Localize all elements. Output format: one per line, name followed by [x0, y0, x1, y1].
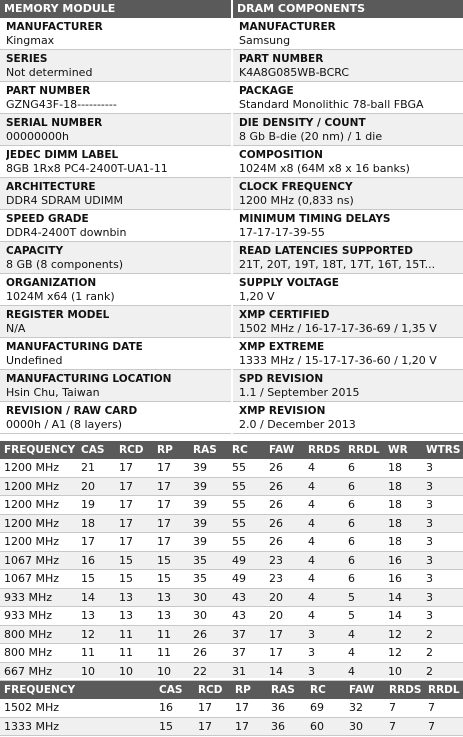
spec-field-label: PART NUMBER — [239, 53, 324, 65]
table-cell: 5 — [344, 588, 384, 607]
column-header: FAW — [345, 681, 385, 699]
table-cell: 3 — [304, 625, 344, 644]
table-cell: 21 — [77, 459, 115, 477]
table-row — [0, 699, 463, 717]
spec-field-label: ORGANIZATION — [6, 277, 97, 289]
memory-module-header: MEMORY MODULE — [0, 0, 231, 18]
table-cell: 7 — [385, 717, 424, 736]
table-row — [0, 588, 463, 607]
spec-field-label: CLOCK FREQUENCY — [239, 181, 353, 193]
memory-module-fields — [0, 18, 231, 434]
table-cell: 13 — [153, 607, 189, 626]
spec-field-label: MANUFACTURER — [6, 21, 103, 33]
table-cell: 10 — [153, 662, 189, 681]
spec-field-value: GZNG43F-18---------- — [6, 98, 117, 111]
table-cell: 800 MHz — [0, 625, 77, 644]
column-header: CAS — [155, 681, 194, 699]
table-cell: 69 — [306, 699, 345, 717]
table-cell: 3 — [422, 514, 463, 533]
spec-field-label: MANUFACTURING DATE — [6, 341, 143, 353]
table-cell: 3 — [422, 588, 463, 607]
spec-field-label: SUPPLY VOLTAGE — [239, 277, 339, 289]
spec-field-value: 1,20 V — [239, 290, 275, 303]
table-cell: 6 — [344, 551, 384, 570]
table-cell: 17 — [265, 625, 304, 644]
spec-field — [233, 210, 463, 242]
table-cell: 6 — [344, 570, 384, 589]
table-cell: 2 — [422, 662, 463, 681]
table-cell: 14 — [77, 588, 115, 607]
spec-field — [233, 18, 463, 50]
column-header: RP — [153, 441, 189, 459]
spec-field-value: 8 GB (8 components) — [6, 258, 124, 271]
table-cell: 15 — [155, 717, 194, 736]
dram-components-fields — [233, 18, 463, 434]
table-cell: 17 — [153, 459, 189, 477]
table-cell: 16 — [384, 570, 422, 589]
section-separator — [0, 678, 463, 680]
table-cell: 3 — [304, 662, 344, 681]
table-cell: 7 — [424, 717, 463, 736]
table-cell: 3 — [422, 551, 463, 570]
column-header: WR — [384, 441, 422, 459]
table-cell: 17 — [77, 533, 115, 552]
table-cell: 6 — [344, 514, 384, 533]
table-cell: 6 — [344, 496, 384, 515]
table-cell: 39 — [189, 459, 228, 477]
table-cell: 17 — [194, 717, 231, 736]
table-cell: 37 — [228, 625, 265, 644]
spec-field-value: 1502 MHz / 16-17-17-36-69 / 1,35 V — [239, 322, 437, 335]
spec-field-value: 2.0 / December 2013 — [239, 418, 356, 431]
table-cell: 31 — [228, 662, 265, 681]
table-row — [0, 570, 463, 589]
table-cell: 43 — [228, 588, 265, 607]
table-row — [0, 551, 463, 570]
spec-field-label: MANUFACTURER — [239, 21, 336, 33]
table-row — [0, 717, 463, 736]
spec-field-value: DDR4 SDRAM UDIMM — [6, 194, 123, 207]
table-cell: 4 — [344, 625, 384, 644]
table-cell: 17 — [194, 699, 231, 717]
table-cell: 4 — [304, 570, 344, 589]
table-cell: 3 — [422, 496, 463, 515]
table-cell: 2 — [422, 625, 463, 644]
table-cell: 26 — [265, 496, 304, 515]
table-cell: 12 — [384, 644, 422, 663]
spec-field-label: JEDEC DIMM LABEL — [6, 149, 119, 161]
table-cell: 26 — [265, 459, 304, 477]
table-cell: 17 — [115, 459, 153, 477]
table-cell: 4 — [304, 607, 344, 626]
spec-field-value: 17-17-17-39-55 — [239, 226, 325, 239]
table-cell: 15 — [153, 551, 189, 570]
timing-table-body — [0, 459, 463, 681]
table-cell: 17 — [115, 496, 153, 515]
spec-field-value: 1024M x64 (1 rank) — [6, 290, 115, 303]
section-separator — [0, 438, 463, 440]
spec-field — [0, 274, 231, 306]
spec-field — [0, 306, 231, 338]
table-cell: 3 — [422, 533, 463, 552]
table-cell: 55 — [228, 514, 265, 533]
table-cell: 55 — [228, 496, 265, 515]
spec-field-label: MINIMUM TIMING DELAYS — [239, 213, 391, 225]
column-header: CAS — [77, 441, 115, 459]
table-cell: 7 — [424, 699, 463, 717]
table-cell: 933 MHz — [0, 607, 77, 626]
table-row — [0, 477, 463, 496]
table-cell: 16 — [155, 699, 194, 717]
spec-field-label: PART NUMBER — [6, 85, 91, 97]
table-cell: 800 MHz — [0, 644, 77, 663]
column-header: WTRS — [422, 441, 463, 459]
table-cell: 55 — [228, 459, 265, 477]
spec-field-value: Hsin Chu, Taiwan — [6, 386, 100, 399]
spec-field — [0, 146, 231, 178]
spec-field-label: MANUFACTURING LOCATION — [6, 373, 172, 385]
table-cell: 39 — [189, 496, 228, 515]
table-cell: 17 — [115, 533, 153, 552]
spec-field-label: ARCHITECTURE — [6, 181, 96, 193]
table-cell: 15 — [115, 551, 153, 570]
spec-field — [0, 50, 231, 82]
column-header: RP — [231, 681, 267, 699]
table-cell: 1502 MHz — [0, 699, 155, 717]
table-cell: 15 — [115, 570, 153, 589]
table-cell: 22 — [189, 662, 228, 681]
spec-field-label: SPD REVISION — [239, 373, 324, 385]
spec-field-value: 1.1 / September 2015 — [239, 386, 360, 399]
spec-field-value: DDR4-2400T downbin — [6, 226, 127, 239]
spec-field-value: 8GB 1Rx8 PC4-2400T-UA1-11 — [6, 162, 168, 175]
spec-field — [233, 402, 463, 434]
table-cell: 37 — [228, 644, 265, 663]
table-cell: 60 — [306, 717, 345, 736]
column-header: RCD — [115, 441, 153, 459]
column-header: FAW — [265, 441, 304, 459]
table-cell: 13 — [115, 588, 153, 607]
spec-field-value: 1200 MHz (0,833 ns) — [239, 194, 354, 207]
spec-field-label: REVISION / RAW CARD — [6, 405, 138, 417]
table-cell: 1067 MHz — [0, 570, 77, 589]
table-cell: 15 — [77, 570, 115, 589]
spec-field-label: XMP CERTIFIED — [239, 309, 330, 321]
timing-table — [0, 441, 463, 681]
spec-field-value: 8 Gb B-die (20 nm) / 1 die — [239, 130, 383, 143]
table-cell: 20 — [77, 477, 115, 496]
table-cell: 18 — [384, 514, 422, 533]
dram-components-column — [233, 0, 463, 434]
table-cell: 5 — [344, 607, 384, 626]
table-cell: 10 — [384, 662, 422, 681]
table-cell: 39 — [189, 477, 228, 496]
spec-field-value: Standard Monolithic 78-ball FBGA — [239, 98, 424, 111]
spec-field — [0, 210, 231, 242]
dram-components-header: DRAM COMPONENTS — [233, 0, 463, 18]
spec-field-label: DIE DENSITY / COUNT — [239, 117, 366, 129]
column-header: RCD — [194, 681, 231, 699]
table-cell: 933 MHz — [0, 588, 77, 607]
table-cell: 4 — [304, 477, 344, 496]
spec-field — [233, 370, 463, 402]
table-cell: 18 — [77, 514, 115, 533]
table-cell: 20 — [265, 607, 304, 626]
spec-field — [233, 306, 463, 338]
table-cell: 39 — [189, 533, 228, 552]
column-header: RRDL — [424, 681, 463, 699]
table-cell: 15 — [153, 570, 189, 589]
table-cell: 3 — [422, 570, 463, 589]
table-cell: 49 — [228, 551, 265, 570]
column-header: RRDS — [385, 681, 424, 699]
table-cell: 6 — [344, 477, 384, 496]
table-cell: 55 — [228, 533, 265, 552]
table-cell: 17 — [115, 477, 153, 496]
table-cell: 36 — [267, 717, 306, 736]
table-cell: 4 — [304, 459, 344, 477]
table-cell: 13 — [115, 607, 153, 626]
spec-field — [233, 274, 463, 306]
column-header: RRDS — [304, 441, 344, 459]
table-cell: 14 — [384, 607, 422, 626]
spec-field — [0, 370, 231, 402]
spec-field — [0, 114, 231, 146]
table-cell: 43 — [228, 607, 265, 626]
table-cell: 7 — [385, 699, 424, 717]
spec-field — [233, 178, 463, 210]
table-cell: 11 — [115, 625, 153, 644]
spec-field-label: SPEED GRADE — [6, 213, 89, 225]
table-cell: 10 — [115, 662, 153, 681]
table-cell: 17 — [153, 533, 189, 552]
table-cell: 4 — [344, 644, 384, 663]
table-cell: 11 — [153, 644, 189, 663]
column-header: RRDL — [344, 441, 384, 459]
table-cell: 35 — [189, 570, 228, 589]
table-cell: 667 MHz — [0, 662, 77, 681]
table-cell: 17 — [153, 514, 189, 533]
table-cell: 18 — [384, 459, 422, 477]
spec-field — [0, 242, 231, 274]
table-cell: 14 — [384, 588, 422, 607]
xmp-table-header — [0, 681, 463, 699]
table-cell: 26 — [265, 514, 304, 533]
table-cell: 55 — [228, 477, 265, 496]
spec-field-label: PACKAGE — [239, 85, 294, 97]
table-cell: 30 — [189, 607, 228, 626]
timing-table-header — [0, 441, 463, 459]
table-cell: 16 — [77, 551, 115, 570]
spec-field-value: K4A8G085WB-BCRC — [239, 66, 350, 79]
spec-field — [0, 18, 231, 50]
spec-field — [0, 82, 231, 114]
spec-field-value: 00000000h — [6, 130, 69, 143]
spec-field-value: Undefined — [6, 354, 63, 367]
table-cell: 3 — [422, 459, 463, 477]
table-cell: 49 — [228, 570, 265, 589]
column-header: RAS — [189, 441, 228, 459]
table-cell: 11 — [153, 625, 189, 644]
table-cell: 36 — [267, 699, 306, 717]
table-cell: 2 — [422, 644, 463, 663]
table-cell: 1200 MHz — [0, 459, 77, 477]
column-header: FREQUENCY — [0, 681, 155, 699]
spec-field — [233, 146, 463, 178]
spec-field-value: Samsung — [239, 34, 291, 47]
spec-field — [233, 50, 463, 82]
table-cell: 1333 MHz — [0, 717, 155, 736]
table-cell: 3 — [422, 477, 463, 496]
table-cell: 17 — [115, 514, 153, 533]
table-cell: 6 — [344, 533, 384, 552]
table-row — [0, 496, 463, 515]
table-cell: 32 — [345, 699, 385, 717]
spec-field-label: COMPOSITION — [239, 149, 323, 161]
memory-module-column — [0, 0, 231, 434]
table-cell: 1200 MHz — [0, 514, 77, 533]
table-cell: 3 — [304, 644, 344, 663]
table-row — [0, 607, 463, 626]
table-row — [0, 514, 463, 533]
xmp-table-body — [0, 699, 463, 736]
table-cell: 10 — [77, 662, 115, 681]
spec-field — [233, 82, 463, 114]
table-cell: 26 — [265, 533, 304, 552]
table-cell: 17 — [265, 644, 304, 663]
spec-field-label: REGISTER MODEL — [6, 309, 110, 321]
table-cell: 13 — [77, 607, 115, 626]
spec-field — [0, 338, 231, 370]
spec-field-label: SERIAL NUMBER — [6, 117, 103, 129]
table-cell: 6 — [344, 459, 384, 477]
table-cell: 4 — [304, 588, 344, 607]
table-cell: 11 — [77, 644, 115, 663]
table-cell: 4 — [304, 533, 344, 552]
table-cell: 1200 MHz — [0, 533, 77, 552]
spec-field-label: XMP REVISION — [239, 405, 326, 417]
table-cell: 26 — [189, 625, 228, 644]
table-cell: 1067 MHz — [0, 551, 77, 570]
spec-field-label: READ LATENCIES SUPPORTED — [239, 245, 413, 257]
column-header: RC — [306, 681, 345, 699]
table-cell: 17 — [153, 477, 189, 496]
spec-field-label: XMP EXTREME — [239, 341, 325, 353]
table-cell: 3 — [422, 607, 463, 626]
table-cell: 4 — [304, 514, 344, 533]
table-cell: 4 — [304, 496, 344, 515]
table-cell: 30 — [189, 588, 228, 607]
table-cell: 23 — [265, 570, 304, 589]
table-cell: 17 — [231, 717, 267, 736]
table-cell: 16 — [384, 551, 422, 570]
table-cell: 18 — [384, 533, 422, 552]
spec-field — [0, 178, 231, 210]
spec-field — [233, 242, 463, 274]
table-cell: 18 — [384, 496, 422, 515]
spec-field-value: N/A — [6, 322, 26, 335]
table-cell: 26 — [265, 477, 304, 496]
table-cell: 17 — [231, 699, 267, 717]
table-row — [0, 459, 463, 477]
table-cell: 12 — [77, 625, 115, 644]
spec-field-value: 21T, 20T, 19T, 18T, 17T, 16T, 15T... — [239, 258, 436, 271]
spec-field — [233, 114, 463, 146]
table-cell: 20 — [265, 588, 304, 607]
table-cell: 11 — [115, 644, 153, 663]
table-cell: 1200 MHz — [0, 496, 77, 515]
table-cell: 35 — [189, 551, 228, 570]
table-cell: 4 — [304, 551, 344, 570]
column-header: RC — [228, 441, 265, 459]
table-cell: 14 — [265, 662, 304, 681]
table-cell: 13 — [153, 588, 189, 607]
table-cell: 39 — [189, 514, 228, 533]
column-header: RAS — [267, 681, 306, 699]
spec-field-label: SERIES — [6, 53, 48, 65]
table-row — [0, 644, 463, 663]
table-cell: 23 — [265, 551, 304, 570]
table-cell: 26 — [189, 644, 228, 663]
spec-field-value: Kingmax — [6, 34, 55, 47]
table-cell: 12 — [384, 625, 422, 644]
spec-field-value: 0000h / A1 (8 layers) — [6, 418, 123, 431]
spec-field — [0, 402, 231, 434]
table-cell: 18 — [384, 477, 422, 496]
column-header: FREQUENCY — [0, 441, 77, 459]
table-cell: 30 — [345, 717, 385, 736]
table-cell: 19 — [77, 496, 115, 515]
spec-field-value: 1024M x8 (64M x8 x 16 banks) — [239, 162, 410, 175]
table-cell: 17 — [153, 496, 189, 515]
spec-field-label: CAPACITY — [6, 245, 64, 257]
table-cell: 1200 MHz — [0, 477, 77, 496]
table-row — [0, 625, 463, 644]
table-row — [0, 533, 463, 552]
spec-field — [233, 338, 463, 370]
table-cell: 4 — [344, 662, 384, 681]
xmp-table — [0, 681, 463, 736]
spec-field-value: Not determined — [6, 66, 93, 79]
spec-field-value: 1333 MHz / 15-17-17-36-60 / 1,20 V — [239, 354, 437, 367]
